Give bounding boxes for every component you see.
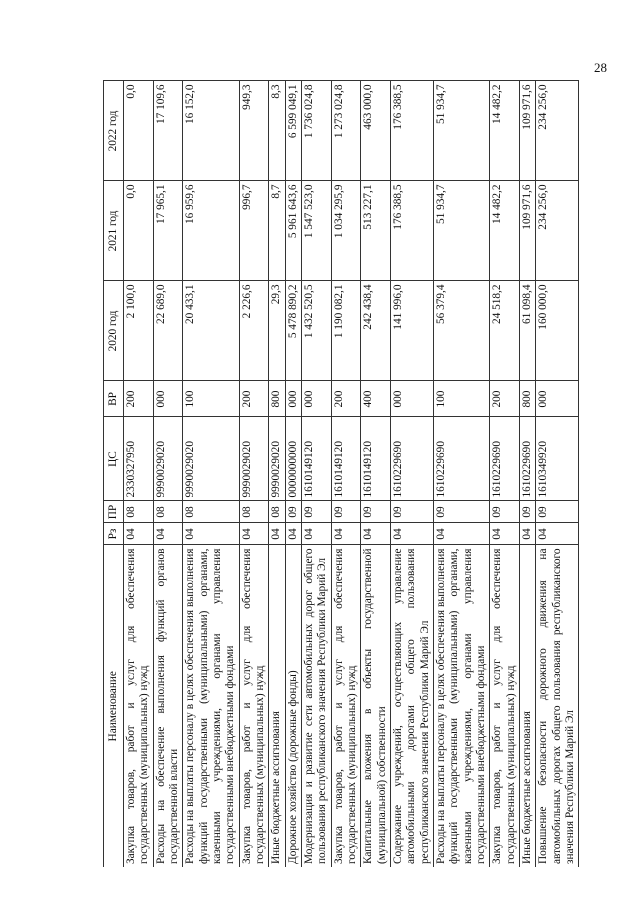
column-header-vr: ВР — [104, 381, 124, 417]
row-name: Расходы на выплаты персоналу в целях обеспечения выполнения функций государственными (муниципальными) органами, казенными учреждениями, органами управления государственными внебюджетными фондами — [183, 545, 239, 867]
row-2022: 8,3 — [269, 81, 285, 181]
row-vr: 800 — [519, 381, 535, 417]
row-name: Закупка товаров, работ и услуг для обеспечения государственных (муниципальных) нужд — [331, 545, 361, 867]
row-cs: 0000000000 — [285, 417, 301, 501]
row-name: Содержание учреждений, осуществляющих управление автомобильными дорогами общего пользования республиканского значения Республики Марий Эл — [390, 545, 433, 867]
row-2021: 109 971,6 — [519, 181, 535, 281]
row-2020: 29,3 — [269, 281, 285, 381]
row-cs: 1610229690 — [490, 417, 520, 501]
row-cs: 9990029020 — [183, 417, 239, 501]
row-name: Расходы на выплаты персоналу в целях обеспечения выполнения функций государственными (муниципальными) органами, казенными учреждениями, органами управления государственными внебюджетными фондами — [433, 545, 489, 867]
row-2022: 16 152,0 — [183, 81, 239, 181]
row-cs: 1610229690 — [433, 417, 489, 501]
row-rz: 04 — [390, 523, 433, 545]
table-row — [361, 81, 391, 867]
row-rz: 04 — [124, 523, 154, 545]
table-row — [124, 81, 154, 867]
row-2022: 109 971,6 — [519, 81, 535, 181]
row-cs: 2330327950 — [124, 417, 154, 501]
column-header-2020: 2020 год — [104, 281, 124, 381]
row-vr: 800 — [269, 381, 285, 417]
row-name: Расходы на обеспечение выполнения функций органов государственной власти — [153, 545, 183, 867]
row-name: Закупка товаров, работ и услуг для обеспечения государственных (муниципальных) нужд — [490, 545, 520, 867]
row-cs: 1610149120 — [361, 417, 391, 501]
row-vr: 100 — [433, 381, 489, 417]
row-vr: 200 — [239, 381, 269, 417]
row-cs: 1610229690 — [390, 417, 433, 501]
row-rz: 04 — [285, 523, 301, 545]
row-name: Дорожное хозяйство (дорожные фонды) — [285, 545, 301, 867]
row-2021: 176 388,5 — [390, 181, 433, 281]
table-row — [285, 81, 301, 867]
row-name: Модернизация и развитие сети автомобильных дорог общего пользования республиканского значения Республики Марий Эл — [301, 545, 331, 867]
column-header-name: Наименование — [104, 545, 124, 867]
row-rz: 04 — [361, 523, 391, 545]
row-2021: 5 961 643,6 — [285, 181, 301, 281]
row-vr: 000 — [153, 381, 183, 417]
row-2021: 513 227,1 — [361, 181, 391, 281]
row-pr: 09 — [536, 501, 579, 523]
row-pr: 09 — [433, 501, 489, 523]
row-2020: 242 438,4 — [361, 281, 391, 381]
row-2022: 176 388,5 — [390, 81, 433, 181]
row-2022: 17 109,6 — [153, 81, 183, 181]
row-rz: 04 — [536, 523, 579, 545]
row-2021: 1 547 523,0 — [301, 181, 331, 281]
row-2020: 141 996,0 — [390, 281, 433, 381]
table-row — [239, 81, 269, 867]
row-2020: 22 689,0 — [153, 281, 183, 381]
row-rz: 04 — [239, 523, 269, 545]
row-pr: 08 — [269, 501, 285, 523]
table-row — [390, 81, 433, 867]
row-2020: 56 379,4 — [433, 281, 489, 381]
row-2022: 51 934,7 — [433, 81, 489, 181]
column-header-2022: 2022 год — [104, 81, 124, 181]
row-cs: 9990029020 — [239, 417, 269, 501]
row-pr: 09 — [331, 501, 361, 523]
row-vr: 200 — [124, 381, 154, 417]
rotated-table-container — [103, 81, 576, 867]
row-name: Закупка товаров, работ и услуг для обеспечения государственных (муниципальных) нужд — [124, 545, 154, 867]
row-2020: 2 226,6 — [239, 281, 269, 381]
row-name: Повышение безопасности дорожного движения на автомобильных дорогах общего пользования республиканского значения Республики Марий Эл — [536, 545, 579, 867]
row-2021: 8,7 — [269, 181, 285, 281]
row-2021: 0,0 — [124, 181, 154, 281]
row-pr: 09 — [490, 501, 520, 523]
table-row — [183, 81, 239, 867]
row-2022: 1 736 024,8 — [301, 81, 331, 181]
row-2020: 1 432 520,5 — [301, 281, 331, 381]
table-row — [153, 81, 183, 867]
row-2022: 0,0 — [124, 81, 154, 181]
row-2020: 5 478 890,2 — [285, 281, 301, 381]
row-2022: 6 599 049,1 — [285, 81, 301, 181]
row-vr: 000 — [390, 381, 433, 417]
column-header-pr: ПР — [104, 501, 124, 523]
row-2021: 14 482,2 — [490, 181, 520, 281]
table-row — [301, 81, 331, 867]
row-cs: 1610149120 — [301, 417, 331, 501]
row-rz: 04 — [301, 523, 331, 545]
row-2022: 14 482,2 — [490, 81, 520, 181]
row-2022: 463 000,0 — [361, 81, 391, 181]
row-rz: 04 — [331, 523, 361, 545]
row-2021: 1 034 295,9 — [331, 181, 361, 281]
column-header-rz: Рз — [104, 523, 124, 545]
row-cs: 9990029020 — [153, 417, 183, 501]
row-cs: 1610229690 — [519, 417, 535, 501]
table-row — [490, 81, 520, 867]
row-rz: 04 — [433, 523, 489, 545]
budget-table — [103, 81, 579, 868]
row-2022: 949,3 — [239, 81, 269, 181]
row-vr: 000 — [285, 381, 301, 417]
row-rz: 04 — [153, 523, 183, 545]
table-row — [519, 81, 535, 867]
row-cs: 1610149120 — [331, 417, 361, 501]
row-rz: 04 — [490, 523, 520, 545]
row-2022: 1 273 024,8 — [331, 81, 361, 181]
table-row — [331, 81, 361, 867]
row-pr: 09 — [390, 501, 433, 523]
row-vr: 000 — [536, 381, 579, 417]
row-2021: 51 934,7 — [433, 181, 489, 281]
table-header-row — [104, 81, 124, 867]
row-pr: 09 — [519, 501, 535, 523]
row-pr: 08 — [124, 501, 154, 523]
rotated-table-frame — [103, 81, 576, 867]
row-2021: 234 256,0 — [536, 181, 579, 281]
row-vr: 400 — [361, 381, 391, 417]
table-row — [536, 81, 579, 867]
row-vr: 100 — [183, 381, 239, 417]
row-pr: 09 — [285, 501, 301, 523]
row-pr: 08 — [183, 501, 239, 523]
row-2020: 61 098,4 — [519, 281, 535, 381]
row-vr: 000 — [301, 381, 331, 417]
row-vr: 200 — [490, 381, 520, 417]
row-name: Иные бюджетные ассигнования — [269, 545, 285, 867]
row-2020: 2 100,0 — [124, 281, 154, 381]
row-2021: 996,7 — [239, 181, 269, 281]
row-name: Капитальные вложения в объекты государственной (муниципальной) собственности — [361, 545, 391, 867]
column-header-cs: ЦС — [104, 417, 124, 501]
row-2021: 17 965,1 — [153, 181, 183, 281]
row-vr: 200 — [331, 381, 361, 417]
row-cs: 1610349920 — [536, 417, 579, 501]
row-name: Закупка товаров, работ и услуг для обеспечения государственных (муниципальных) нужд — [239, 545, 269, 867]
row-name: Иные бюджетные ассигнования — [519, 545, 535, 867]
page-number: 28 — [594, 60, 607, 75]
row-pr: 09 — [301, 501, 331, 523]
row-pr: 08 — [239, 501, 269, 523]
row-pr: 08 — [153, 501, 183, 523]
column-header-2021: 2021 год — [104, 181, 124, 281]
row-2020: 1 190 082,1 — [331, 281, 361, 381]
row-2021: 16 959,6 — [183, 181, 239, 281]
row-2020: 24 518,2 — [490, 281, 520, 381]
row-rz: 04 — [519, 523, 535, 545]
row-2022: 234 256,0 — [536, 81, 579, 181]
row-pr: 09 — [361, 501, 391, 523]
row-2020: 20 433,1 — [183, 281, 239, 381]
table-row — [433, 81, 489, 867]
row-cs: 9990029020 — [269, 417, 285, 501]
row-2020: 160 000,0 — [536, 281, 579, 381]
table-row — [269, 81, 285, 867]
row-rz: 04 — [183, 523, 239, 545]
row-rz: 04 — [269, 523, 285, 545]
